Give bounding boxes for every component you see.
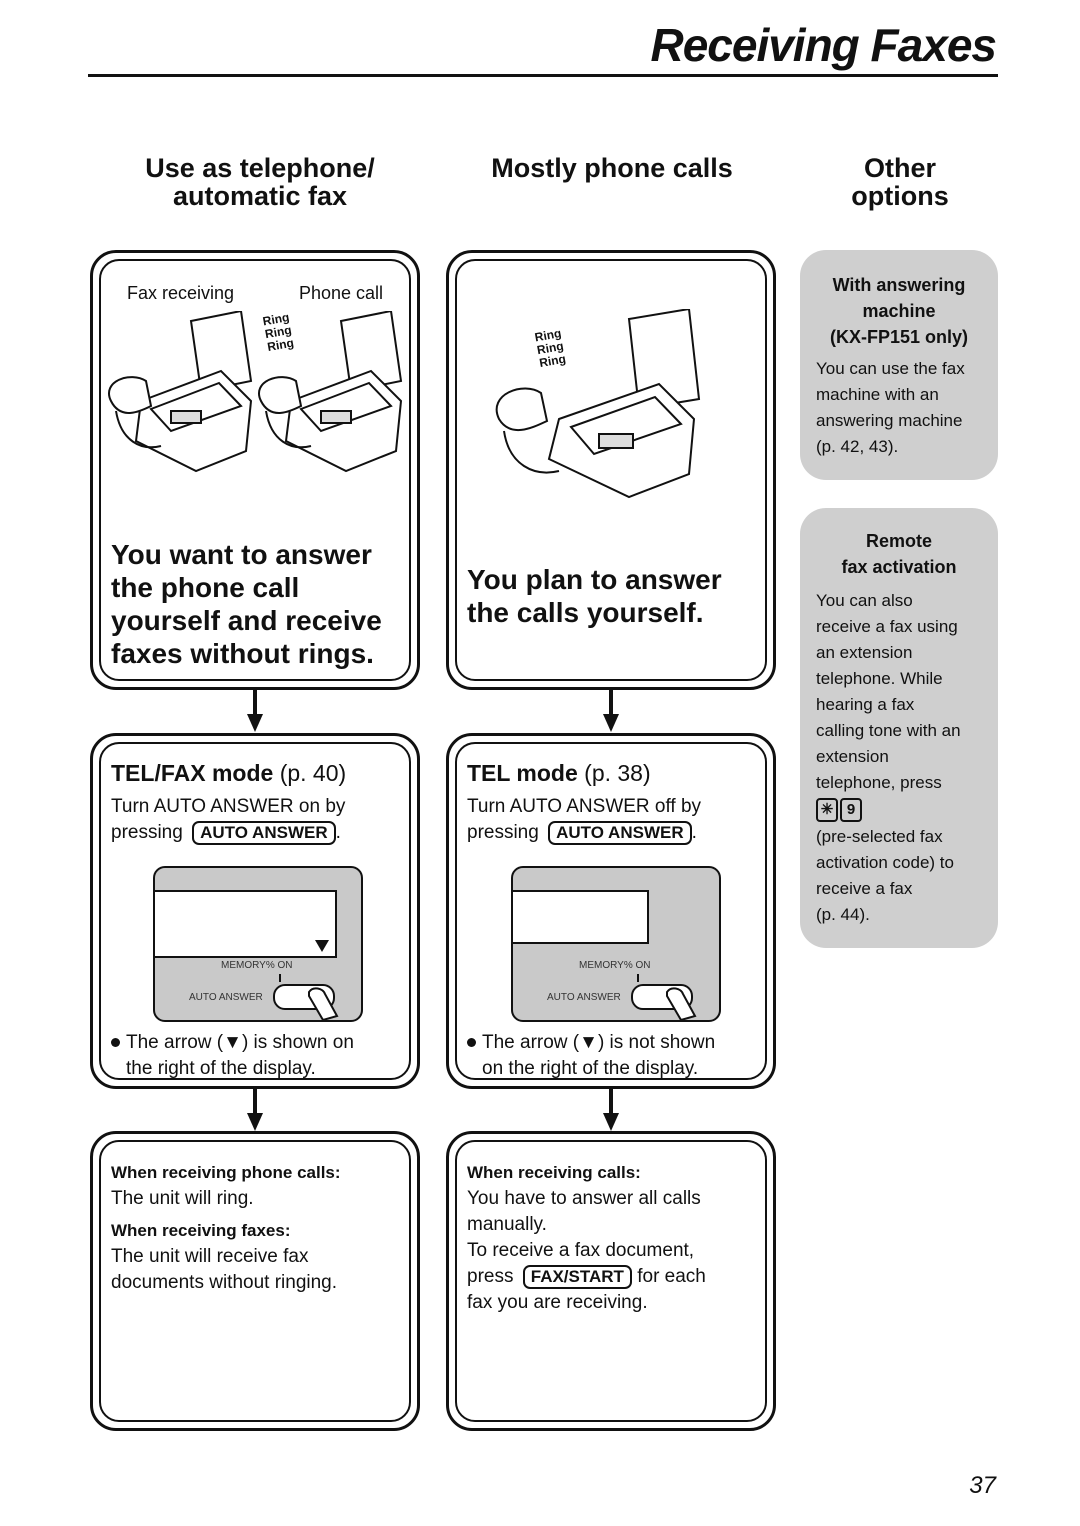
col2-mode-box: [446, 733, 776, 1089]
control-panel: [153, 866, 363, 1022]
result-text: fax you are receiving.: [467, 1292, 648, 1313]
result-heading: When receiving phone calls:: [111, 1163, 341, 1182]
title-rule: [88, 74, 998, 77]
col1-heading-line2: automatic fax: [172, 181, 348, 211]
side2-text-line: (pre-selected fax: [816, 827, 943, 846]
mode-name: TEL mode: [467, 760, 578, 786]
side2-text-line: receive a fax: [816, 879, 913, 898]
col2-description-box: [446, 250, 776, 690]
key-sequence: [816, 798, 961, 822]
star-key-icon: ✳: [816, 798, 838, 822]
col1-description: [111, 538, 382, 670]
side2-text: [816, 588, 961, 928]
period: .: [335, 822, 341, 843]
instr-line: Turn AUTO ANSWER on by: [111, 796, 346, 817]
col1-heading-line1: Use as telephone/: [145, 153, 375, 183]
result-text: manually.: [467, 1214, 547, 1235]
finger-icon: [663, 986, 697, 1020]
ring-text: Ring: [538, 351, 567, 371]
side1-heading: [800, 272, 998, 350]
col1-result: [111, 1160, 411, 1296]
pressing-text: pressing: [111, 822, 183, 843]
col1-description-box: [90, 250, 420, 690]
col1-note: [111, 1030, 354, 1082]
indicator-tick: [279, 974, 281, 982]
pressing-text: pressing: [467, 822, 539, 843]
fax-start-key: FAX/START: [523, 1265, 632, 1289]
col1-heading: [110, 154, 410, 210]
ring-text: Ring: [261, 309, 291, 329]
bullet-icon: [111, 1038, 120, 1047]
result-text: You have to answer all calls: [467, 1188, 701, 1209]
page-number: 37: [969, 1472, 996, 1499]
col1-instruction: [111, 794, 345, 846]
display-screen: [155, 890, 337, 958]
arrow-indicator-icon: [315, 940, 329, 952]
col1-desc-line: faxes without rings.: [111, 638, 374, 669]
instr-line2: [467, 820, 701, 846]
bullet-icon: [467, 1038, 476, 1047]
side2-text-line: activation code) to: [816, 853, 954, 872]
col2-desc-line: You plan to answer: [467, 564, 722, 595]
remote-fax-activation-option: [800, 508, 998, 948]
col2-note: [467, 1030, 715, 1082]
col3-heading-line1: Other: [863, 153, 936, 183]
note-line: [111, 1030, 354, 1056]
down-arrow-icon: [245, 1089, 265, 1133]
col2-instruction: [467, 794, 701, 846]
fax-machine-left: [109, 311, 251, 471]
auto-answer-panel-label: AUTO ANSWER: [547, 992, 621, 1003]
mode-name: TEL/FAX mode: [111, 760, 274, 786]
side2-text-line: You can also: [816, 591, 913, 610]
side2-text-line: telephone. While: [816, 669, 943, 688]
col1-desc-line: You want to answer: [111, 539, 372, 570]
side1-heading-line: machine: [862, 301, 936, 321]
phone-call-label: Phone call: [299, 283, 384, 303]
fax-machine-illustrations: [101, 311, 411, 481]
result-text: The unit will receive fax: [111, 1246, 309, 1267]
ring-text: Ring: [266, 335, 295, 355]
col1-result-box: [90, 1131, 420, 1431]
side1-text-line: (p. 42, 43).: [816, 437, 899, 456]
auto-answer-key: AUTO ANSWER: [192, 821, 336, 845]
ring-text: Ring: [535, 338, 565, 358]
side2-text-line: hearing a fax: [816, 695, 915, 714]
indicator-tick: [637, 974, 639, 982]
col1-desc-line: the phone call: [111, 572, 300, 603]
side1-text: [816, 356, 965, 460]
ring-text: Ring: [533, 325, 563, 345]
note-text: The arrow (▼) is shown on: [126, 1032, 354, 1053]
side2-heading: [800, 528, 998, 580]
side2-text-line: an extension: [816, 643, 913, 662]
result-text: The unit will ring.: [111, 1188, 254, 1209]
ring-text: Ring: [263, 322, 293, 342]
page-title: Receiving Faxes: [650, 19, 996, 71]
side2-text-line: receive a fax using: [816, 617, 958, 636]
instr-line: Turn AUTO ANSWER off by: [467, 796, 702, 817]
side2-text-line: (p. 44).: [816, 905, 870, 924]
result-press-line: [467, 1264, 767, 1290]
control-panel: [511, 866, 721, 1022]
display-screen: [513, 890, 649, 944]
side2-text-line: extension: [816, 747, 889, 766]
mode-page-ref: (p. 38): [584, 760, 651, 786]
press-text: press: [467, 1266, 514, 1287]
memory-label: MEMORY% ON: [579, 960, 651, 971]
col1-desc-line: yourself and receive: [111, 605, 382, 636]
side2-text-line: telephone, press: [816, 773, 942, 792]
col3-heading: [808, 154, 992, 210]
col2-result: [467, 1160, 767, 1316]
side1-text-line: answering machine: [816, 411, 963, 430]
col1-mode-box: [90, 733, 420, 1089]
col2-description: [467, 563, 722, 629]
memory-label: MEMORY% ON: [221, 960, 293, 971]
auto-answer-key: AUTO ANSWER: [548, 821, 692, 845]
note-line2: on the right of the display.: [482, 1058, 699, 1079]
col2-desc-line: the calls yourself.: [467, 597, 704, 628]
fax-receiving-label: Fax receiving: [127, 283, 235, 303]
col2-heading: Mostly phone calls: [491, 153, 733, 183]
instr-line2: [111, 820, 345, 846]
down-arrow-icon: [601, 1089, 621, 1133]
col2-result-box: [446, 1131, 776, 1431]
side2-heading-line: fax activation: [841, 557, 957, 577]
tel-fax-mode-title: [111, 760, 346, 787]
nine-key-icon: 9: [840, 798, 862, 822]
side2-text-line: calling tone with an: [816, 721, 961, 740]
period: .: [691, 822, 697, 843]
down-arrow-icon: [601, 690, 621, 734]
side1-text-line: machine with an: [816, 385, 939, 404]
for-each-text: for each: [637, 1266, 706, 1287]
result-text: To receive a fax document,: [467, 1240, 695, 1261]
tel-mode-title: [467, 760, 651, 787]
fax-machine-illustration: [479, 309, 709, 499]
side1-heading-line: With answering: [832, 275, 966, 295]
note-line2: the right of the display.: [126, 1058, 316, 1079]
auto-answer-panel-label: AUTO ANSWER: [189, 992, 263, 1003]
result-heading: When receiving calls:: [467, 1163, 641, 1182]
down-arrow-icon: [245, 690, 265, 734]
result-text: documents without ringing.: [111, 1272, 338, 1293]
note-line: [467, 1030, 715, 1056]
side1-heading-line: (KX-FP151 only): [829, 327, 969, 347]
side2-heading-line: Remote: [865, 531, 932, 551]
col3-heading-line2: options: [851, 181, 949, 211]
result-heading: When receiving faxes:: [111, 1221, 291, 1240]
mode-page-ref: (p. 40): [279, 760, 347, 786]
note-text: The arrow (▼) is not shown: [482, 1032, 716, 1053]
answering-machine-option: [800, 250, 998, 480]
side1-text-line: You can use the fax: [816, 359, 965, 378]
finger-icon: [305, 986, 339, 1020]
